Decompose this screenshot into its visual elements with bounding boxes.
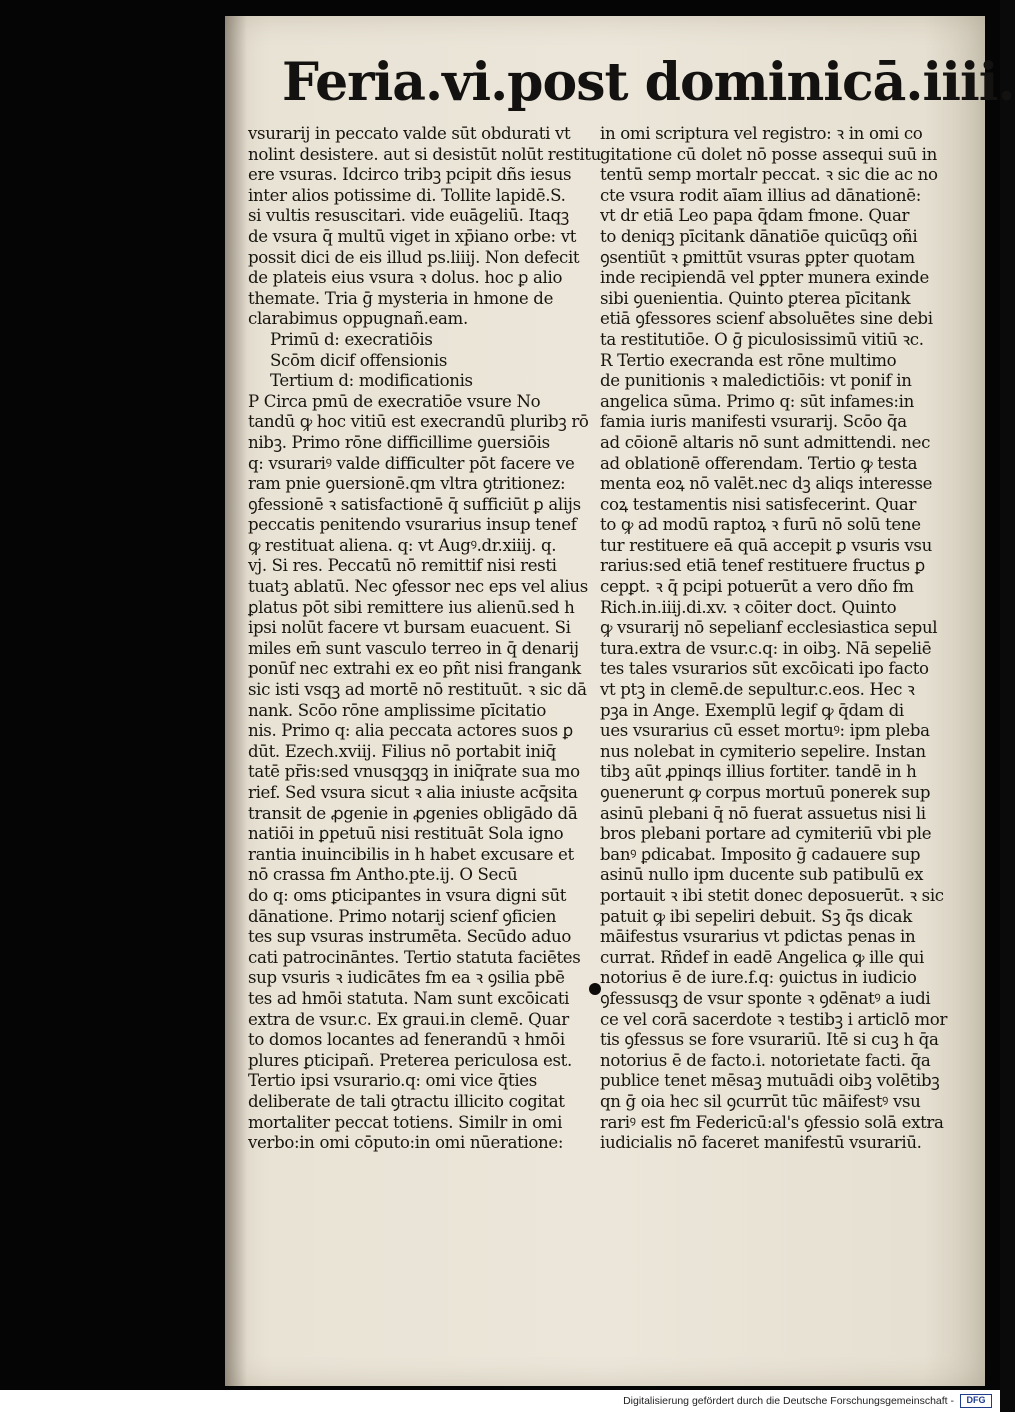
text-line: nis. Primo q: alia peccata actores suos ꝑ [248,721,573,741]
footer-credit: Digitalisierung gefördert durch die Deutsche Forschungsgemeinschaft - [623,1395,954,1407]
page-gutter-shadow [225,16,247,1386]
text-line: de vsura q̄ multū viget in xp̄iano orbe: vt [248,226,577,246]
text-line: tandū ꝙ hoc vitiū est execrandū pluribꝫ rō [248,412,589,432]
text-line: asinū nullo ipm ducente sub patibulū ex [600,865,924,885]
text-line: plures ꝑticipañ. Preterea periculosa est. [248,1050,572,1070]
text-line: P Circa pmū de execratiōe vsure No [248,391,541,411]
text-line: q: vsurariꝰ valde difficulter pōt facere ve [248,453,575,473]
text-line: ꝯfessusqꝫ de vsur sponte ꝛ ꝯdēnatꝰ a iudi [600,988,931,1008]
text-line: themate. Tria ḡ mysteria in hmone de [248,288,554,308]
text-line: transit de ꝓgenie in ꝓgenies obligādo dā [248,803,578,823]
text-line: vt dr etiā Leo papa q̄dam fmone. Quar [600,206,910,226]
text-line: nank. Scōo rōne amplissime pīcitatio [248,700,546,720]
text-line: ꝑlatus pōt sibi remittere ius alienū.sed h [248,597,575,617]
text-line: ꝯuenerunt ꝙ corpus mortuū ponerek sup [600,783,931,802]
text-line: ad cōionē altaris nō sunt admittendi. nec [600,432,931,452]
dfg-logo: DFG [960,1394,992,1408]
text-line: peccatis penitendo vsurarius insup tenef [248,515,577,535]
text-line: cati patrocināntes. Tertio statuta faciētes [248,947,581,967]
text-line: extra de vsur.c. Ex graui.in clemē. Quar [248,1009,569,1029]
text-line: banꝰ ꝑdicabat. Imposito ḡ cadauere sup [600,844,921,864]
text-line: tura.extra de vsur.c.q: in oibꝫ. Nā sepeliē [600,638,932,658]
text-line: menta eoꝝ nō valēt.nec dꝫ aliqs interesse [600,474,933,494]
text-line: bros plebani portare ad cymiteriū vbi ple [600,824,932,844]
text-line: rief. Sed vsura sicut ꝛ alia iniuste acq̄sita [248,783,578,802]
text-line: vt ptꝫ in clemē.de sepultur.c.eos. Hec ꝛ [600,680,915,700]
text-line: sic isti vsqꝫ ad mortē nō restituūt. ꝛ sic dā [248,680,587,700]
text-line: clarabimus oppugnañ.eam. [248,309,468,329]
text-line: tes sup vsuras instrumēta. Secūdo aduo [248,927,571,947]
text-line: sibi ꝯuenientia. Quinto ꝑterea pīcitank [600,288,911,308]
text-line: tes tales vsurarios sūt excōicati ipo facto [600,659,929,679]
text-line: tatē pr̄is:sed vnusqꝫqꝫ in iniq̄rate sua mo [248,762,580,782]
text-line: de plateis eius vsura ꝛ dolus. hoc ꝑ alio [248,268,563,288]
text-line: inde recipiendā vel ꝑpter munera exinde [600,268,929,288]
text-line: vj. Si res. Peccatū nō remittif nisi resti [248,556,557,576]
page-header-title: Feria.vi.post dominicā.iiii. [282,52,1015,113]
text-line: iudicialis nō faceret manifestū vsurariū. [600,1133,922,1153]
text-line: nolint desistere. aut si desistūt nolūt restitu [248,144,601,164]
left-text-column [248,124,601,1154]
text-line: famia iuris manifesti vsurarij. Scōo q̄a [600,412,907,432]
text-line: sup vsuris ꝛ iudicātes fm ea ꝛ ꝯsilia pbē [248,968,565,988]
text-line: natiōi in ꝑpetuū nisi restituāt Sola igno [248,824,564,844]
text-line: Tertio ipsi vsurario.q: omi vice q̄ties [248,1071,537,1091]
text-line: in omi scriptura vel registro: ꝛ in omi co [600,124,923,143]
text-line: nō crassa fm Antho.pte.ij. O Secū [248,865,518,885]
text-line: to domos locantes ad fenerandū ꝛ hmōi [248,1030,565,1050]
text-line: ce vel corā sacerdote ꝛ testibꝫ i articlō mor [600,1009,948,1029]
text-line: verbo:in omi cōputo:in omi nūeratione: [248,1133,564,1153]
text-line: possit dici de eis illud ps.liiij. Non defecit [248,247,580,267]
text-line: Primū d: execratiōis [270,329,433,349]
text-line: inter alios potissime di. Tollite lapidē.S. [248,185,566,205]
text-line: rarius:sed etiā tenef restituere fructus ꝑ [600,556,925,576]
text-line: dānatione. Primo notarij scienf ꝯficien [248,906,557,926]
text-line: ad oblationē offerendam. Tertio ꝙ testa [600,453,918,473]
text-line: deliberate de tali ꝯtractu illicito cogitat [248,1091,565,1111]
text-line: mortaliter peccat totiens. Similr in omi [248,1112,563,1132]
text-line: nibꝫ. Primo rōne difficillime ꝯuersiōis [248,432,550,452]
text-line: notorius ē de facto.i. notorietate facti. q̄a [600,1050,931,1070]
text-line: tur restituere eā quā accepit ꝑ vsuris vsu [600,535,932,555]
text-line: Rich.in.iiij.di.xv. ꝛ cōiter doct. Quinto [600,597,897,617]
text-line: māifestus vsurarius vt pdictas penas in [600,927,916,947]
text-line: R Tertio execranda est rōne multimo [600,350,897,370]
ink-blot [589,983,601,995]
text-line: cte vsura rodit aīam illius ad dānationē: [600,185,921,205]
text-line: Scōm dicif offensionis [270,350,448,370]
text-line: rariꝰ est fm Federicū:al's ꝯfessio solā extra [600,1112,944,1132]
text-line: gitatione cū dolet nō posse assequi suū in [600,144,937,164]
text-line: si vultis resuscitari. vide euāgeliū. Itaqꝫ [248,206,569,226]
right-text-column [600,124,948,1154]
text-line: ꝙ vsurarij nō sepelianf ecclesiastica sepul [600,618,938,638]
text-line: tentū semp mortalr peccat. ꝛ sic die ac no [600,165,938,185]
text-line: angelica sūma. Primo q: sūt infames:in [600,391,914,411]
text-line: portauit ꝛ ibi stetit donec deposuerūt. ꝛ sic [600,885,944,905]
text-line: Tertium d: modificationis [270,371,473,391]
text-line: ꝙ restituat aliena. q: vt Augꝰ.dr.xiiij. q. [248,535,557,555]
text-line: miles em̄ sunt vasculo terreo in q̄ denarij [248,638,579,658]
text-line: tes ad hmōi statuta. Nam sunt excōicati [248,988,570,1008]
text-line: vsurarij in peccato valde sūt obdurati vt [248,124,571,143]
text-line: do q: oms ꝑticipantes in vsura digni sūt [248,885,567,905]
text-line: pꝫa in Ange. Exemplū legif ꝙ q̄dam di [600,700,904,720]
text-line: notorius ē de iure.f.q: ꝯuictus in iudicio [600,968,917,988]
text-line: currat. Rñdef in eadē Angelica ꝙ ille qui [600,947,924,967]
text-line: ꝯsentiūt ꝛ ꝑmittūt vsuras ꝑpter quotam [600,247,915,267]
text-line: asinū plebani q̄ nō fuerat assuetus nisi li [600,803,926,823]
text-line: ꝯfessionē ꝛ satisfactionē q̄ sufficiūt ꝑ alijs [248,494,581,514]
text-line: ram pnie ꝯuersionē.qm vltra ꝯtritionez: [248,474,566,494]
text-line: ponūf nec extrahi ex eo pñt nisi frangank [248,659,581,679]
text-line: ues vsurarius cū esset mortuꝰ: ipm pleba [600,721,930,741]
text-line: ipsi nolūt facere vt bursam euacuent. Si [248,618,571,638]
text-line: dūt. Ezech.xviij. Filius nō portabit iniq̄ [248,741,556,761]
text-line: tuatꝫ ablatū. Nec ꝯfessor nec eps vel alius [248,577,588,597]
text-line: publice tenet mēsaꝫ mutuādi oibꝫ volētibꝫ [600,1071,940,1091]
text-line: coꝝ testamentis nisi satisfecerint. Quar [600,494,917,514]
text-line: etiā ꝯfessores scienf absoluētes sine debi [600,309,933,329]
text-line: patuit ꝙ ibi sepeliri debuit. Sꝫ q̄s dicak [600,906,912,926]
text-line: nus nolebat in cymiterio sepelire. Instan [600,741,926,761]
text-line: to deniqꝫ pīcitank dānatiōe quicūqꝫ oñi [600,226,918,246]
text-line: ere vsuras. Idcirco tribꝫ pcipit dñs iesus [248,165,572,185]
text-line: to ꝙ ad modū raptoꝝ ꝛ furū nō solū tene [600,515,921,535]
text-line: ta restitutiōe. O ḡ piculosissimū vitiū ꝛc. [600,329,924,349]
text-line: tibꝫ aūt ꝓpinqs illius fortiter. tandē in h [600,762,917,782]
text-line: qn ḡ oia hec sil ꝯcurrūt tūc māifestꝰ vsu [600,1091,921,1111]
text-line: tis ꝯfessus se fore vsurariū. Itē si cuꝫ h q̄a [600,1030,939,1050]
text-line: de punitionis ꝛ maledictiōis: vt ponif in [600,371,912,391]
text-line: rantia inuincibilis in h habet excusare et [248,844,574,864]
text-line: cepꝑt. ꝛ q̄ pcipi potuerūt a vero dño fm [600,577,914,597]
